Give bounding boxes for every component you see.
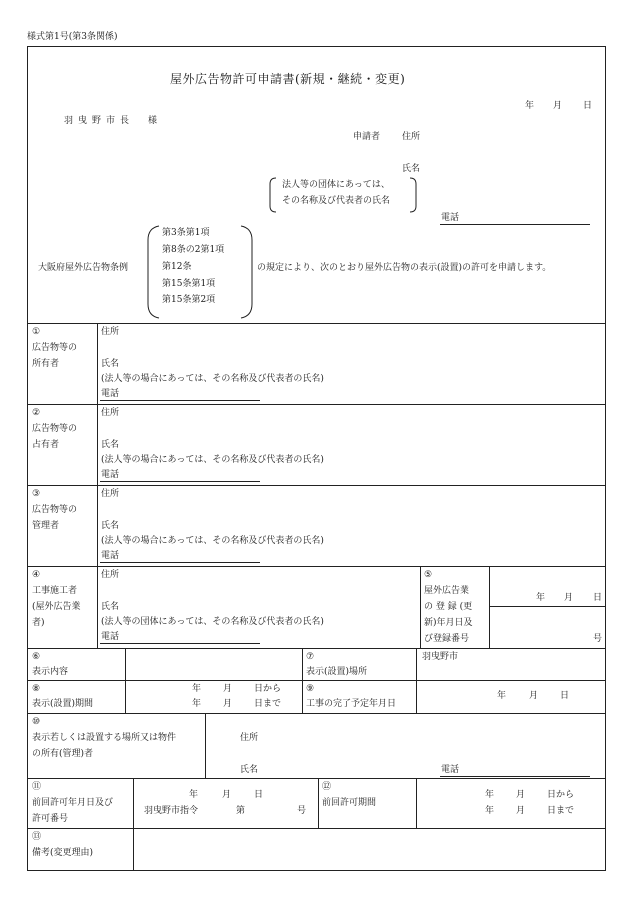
registration-label-1: 屋外広告業: [424, 586, 470, 596]
registration-label-2: の 登 録 (更: [424, 602, 473, 612]
contractor-num: ④: [32, 570, 41, 580]
registration-number-suffix: 号: [593, 634, 603, 644]
owner-name-label: 氏名: [101, 359, 120, 369]
property-owner-phone-label: 電話: [441, 765, 460, 775]
occupant-address-label: 住所: [101, 408, 120, 418]
prev-permit-label-2: 許可番号: [32, 814, 69, 824]
form-code: 様式第1号(第3条関係): [27, 32, 118, 42]
display-period-num: ⑧: [32, 684, 41, 694]
manager-phone-label: 電話: [101, 551, 120, 561]
remarks-label: 備考(変更理由): [32, 848, 94, 858]
display-place-label: 表示(設置)場所: [306, 667, 368, 677]
occupant-corp-note: (法人等の場合にあっては、その名称及び代表者の氏名): [101, 455, 324, 465]
applicant-address-label: 住所: [402, 132, 421, 142]
grid-line: [416, 778, 417, 828]
grid-line: [27, 566, 606, 567]
registration-label-4: び登録番号: [424, 634, 470, 644]
completion-month: 月: [529, 691, 539, 701]
form-title: 屋外広告物許可申請書(新規・継続・変更): [170, 72, 406, 86]
prev-period-to-month: 月: [516, 806, 526, 816]
grid-line: [27, 323, 606, 324]
registration-year: 年: [536, 593, 546, 603]
grid-line: [420, 566, 421, 648]
registration-day: 日: [593, 593, 603, 603]
display-content-label: 表示内容: [32, 667, 69, 677]
owner-label-2: 所有者: [32, 359, 60, 369]
grid-line: [27, 680, 606, 681]
property-owner-address-label: 住所: [240, 733, 259, 743]
completion-num: ⑨: [306, 684, 315, 694]
grid-line: [205, 713, 206, 778]
ordinance-article-4: 第15条第1項: [162, 279, 216, 289]
ordinance-sentence: の規定により、次のとおり屋外広告物の表示(設置)の許可を申請します。: [257, 263, 552, 273]
prev-permit-dai: 第: [236, 806, 246, 816]
display-place-value: 羽曳野市: [422, 652, 459, 662]
prev-period-from-month: 月: [516, 790, 526, 800]
grid-line: [489, 606, 606, 607]
applicant-phone-label: 電話: [441, 213, 460, 223]
prev-permit-issuer: 羽曳野市指令: [144, 806, 199, 816]
contractor-address-label: 住所: [101, 570, 120, 580]
grid-line: [27, 828, 606, 829]
grid-line: [27, 648, 606, 649]
manager-corp-note: (法人等の場合にあっては、その名称及び代表者の氏名): [101, 536, 324, 546]
applicant-name-label: 氏名: [402, 164, 421, 174]
grid-line: [133, 778, 134, 871]
ordinance-article-5: 第15条第2項: [162, 295, 216, 305]
grid-line: [302, 648, 303, 713]
grid-line: [489, 566, 490, 648]
manager-address-label: 住所: [101, 489, 120, 499]
owner-address-label: 住所: [101, 327, 120, 337]
manager-label-1: 広告物等の: [32, 505, 78, 515]
display-period-to-day: 日まで: [254, 699, 282, 709]
remarks-num: ⑬: [32, 832, 42, 842]
occupant-name-label: 氏名: [101, 440, 120, 450]
manager-label-2: 管理者: [32, 521, 60, 531]
occupant-phone-underline: [100, 481, 260, 482]
grid-line: [97, 323, 98, 648]
date-month: 月: [553, 101, 563, 111]
display-period-from-day: 日から: [254, 684, 282, 694]
applicant-bracket-line1: 法人等の団体にあっては、: [282, 180, 390, 190]
prev-period-num: ⑫: [322, 782, 332, 792]
registration-label-3: 新)年月日及: [424, 618, 473, 628]
owner-corp-note: (法人等の場合にあっては、その名称及び代表者の氏名): [101, 374, 324, 384]
ordinance-name: 大阪府屋外広告物条例: [38, 263, 129, 273]
contractor-phone-underline: [100, 643, 260, 644]
applicant-phone-underline: [440, 224, 590, 225]
grid-line: [318, 778, 319, 828]
property-owner-phone-underline: [440, 776, 590, 777]
ordinance-article-1: 第3条第1項: [162, 228, 210, 238]
manager-name-label: 氏名: [101, 521, 120, 531]
display-place-num: ⑦: [306, 652, 315, 662]
prev-permit-year: 年: [189, 790, 199, 800]
occupant-phone-label: 電話: [101, 470, 120, 480]
applicant-bracket-line2: その名称及び代表者の氏名: [282, 196, 391, 206]
prev-period-to-year: 年: [485, 806, 495, 816]
occupant-num: ②: [32, 408, 41, 418]
prev-period-from-year: 年: [485, 790, 495, 800]
display-period-from-month: 月: [223, 684, 233, 694]
date-day: 日: [583, 101, 593, 111]
owner-label-1: 広告物等の: [32, 343, 78, 353]
prev-permit-day: 日: [254, 790, 264, 800]
owner-num: ①: [32, 327, 41, 337]
prev-period-label: 前回許可期間: [322, 798, 377, 808]
prev-permit-label-1: 前回許可年月日及び: [32, 798, 114, 808]
prev-period-from-day: 日から: [547, 790, 575, 800]
owner-phone-label: 電話: [101, 389, 120, 399]
completion-day: 日: [560, 691, 570, 701]
addressee: 羽曳野市長 様: [64, 116, 163, 126]
contractor-label-1: 工事施工者: [32, 586, 78, 596]
display-period-label: 表示(設置)期間: [32, 699, 94, 709]
contractor-group-note: (法人等の団体にあっては、その名称及び代表者の氏名): [101, 617, 324, 627]
registration-num: ⑤: [424, 570, 433, 580]
grid-line: [27, 485, 606, 486]
grid-line: [27, 404, 606, 405]
display-period-to-year: 年: [192, 699, 202, 709]
contractor-label-3: 者): [32, 618, 45, 628]
manager-phone-underline: [100, 562, 260, 563]
property-owner-label-2: の所有(管理)者: [32, 749, 94, 759]
applicant-label: 申請者: [353, 132, 381, 142]
owner-phone-underline: [100, 400, 260, 401]
prev-permit-go: 号: [297, 806, 307, 816]
grid-line: [416, 648, 417, 713]
property-owner-name-label: 氏名: [240, 765, 259, 775]
occupant-label-1: 広告物等の: [32, 424, 78, 434]
property-owner-label-1: 表示若しくは設置する場所又は物件: [32, 733, 177, 743]
prev-permit-month: 月: [222, 790, 232, 800]
contractor-label-2: (屋外広告業: [32, 602, 81, 612]
date-year: 年: [525, 101, 535, 111]
grid-line: [27, 778, 606, 779]
contractor-phone-label: 電話: [101, 632, 120, 642]
registration-month: 月: [564, 593, 574, 603]
ordinance-article-2: 第8条の2第1項: [162, 245, 225, 255]
prev-period-to-day: 日まで: [547, 806, 575, 816]
completion-year: 年: [497, 691, 507, 701]
grid-line: [125, 648, 126, 713]
property-owner-num: ⑩: [32, 717, 41, 727]
contractor-name-label: 氏名: [101, 602, 120, 612]
grid-line: [27, 713, 606, 714]
prev-permit-num: ⑪: [32, 782, 42, 792]
display-period-to-month: 月: [223, 699, 233, 709]
occupant-label-2: 占有者: [32, 440, 60, 450]
display-content-num: ⑥: [32, 652, 41, 662]
display-period-from-year: 年: [192, 684, 202, 694]
completion-label: 工事の完了予定年月日: [306, 699, 397, 709]
ordinance-article-3: 第12条: [162, 262, 192, 272]
manager-num: ③: [32, 489, 41, 499]
